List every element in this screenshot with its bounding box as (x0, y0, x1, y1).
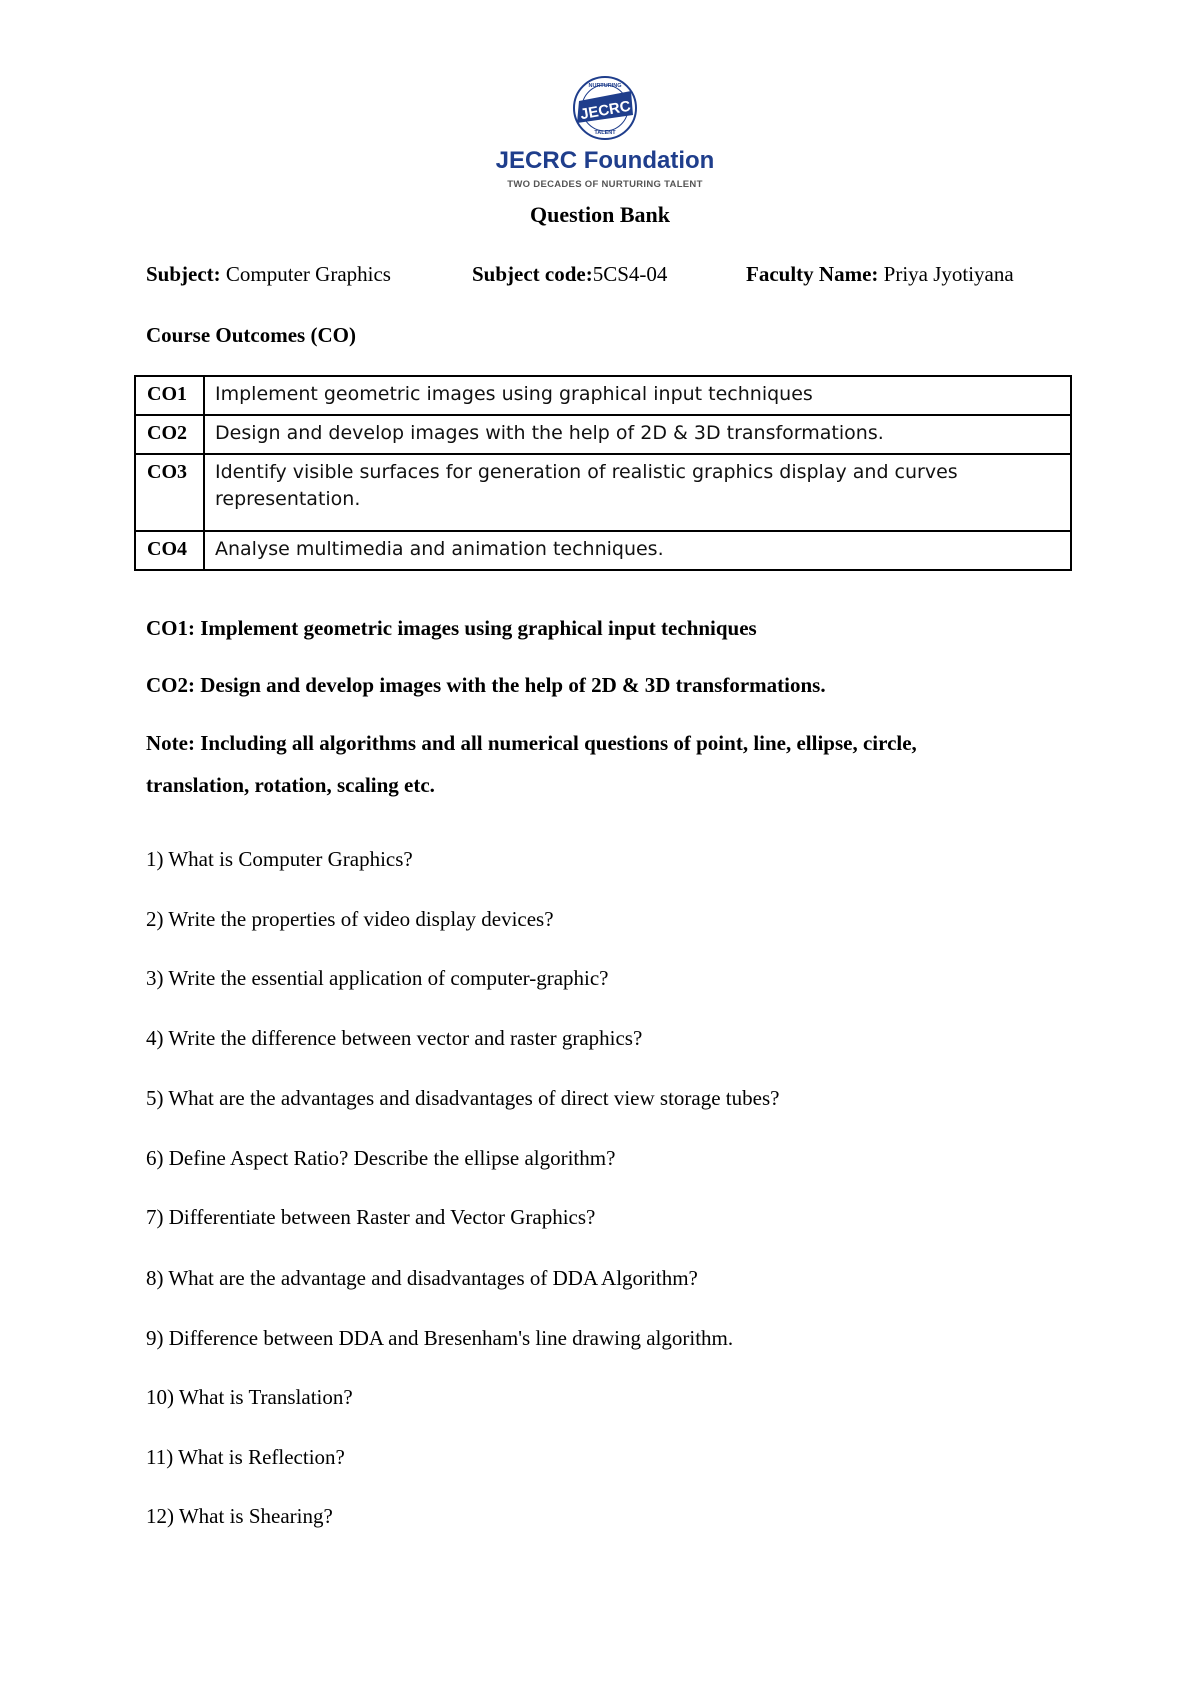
co2-heading: CO2: Design and develop images with the help of 2D & 3D transformations. (146, 673, 826, 697)
course-outcomes-heading: Course Outcomes (CO) (146, 323, 356, 347)
question-item: 2) Write the properties of video display devices? (146, 907, 554, 931)
question-item: 7) Differentiate between Raster and Vector Graphics? (146, 1205, 596, 1229)
co-code: CO1 (135, 376, 204, 415)
co-description: Identify visible surfaces for generation of realistic graphics display and curves representation. (204, 454, 1071, 531)
co-code: CO4 (135, 531, 204, 570)
jecrc-badge-icon (495, 75, 715, 147)
question-item: 12) What is Shearing? (146, 1504, 333, 1528)
faculty-field (746, 262, 1014, 287)
course-outcomes-table (134, 375, 1072, 571)
subject-value: Computer Graphics (220, 262, 391, 286)
co1-heading: CO1: Implement geometric images using graphical input techniques (146, 616, 757, 640)
co-code: CO2 (135, 415, 204, 454)
jecrc-logo (495, 75, 715, 200)
co-code: CO3 (135, 454, 204, 531)
note-line-1: Note: Including all algorithms and all numerical questions of point, line, ellipse, circle, (146, 731, 917, 755)
subject-code-label: Subject code: (472, 262, 593, 286)
question-item: 4) Write the difference between vector and raster graphics? (146, 1026, 643, 1050)
badge-arc-top: NURTURING (588, 83, 622, 89)
subject-code-field (472, 262, 667, 287)
logo-title: JECRC Foundation (495, 147, 715, 174)
question-item: 8) What are the advantage and disadvantages of DDA Algorithm? (146, 1266, 698, 1290)
co-description: Implement geometric images using graphical input techniques (204, 376, 1071, 415)
logo-tagline: TWO DECADES OF NURTURING TALENT (507, 179, 703, 190)
co-description: Analyse multimedia and animation techniques. (204, 531, 1071, 570)
question-item: 5) What are the advantages and disadvantages of direct view storage tubes? (146, 1086, 780, 1110)
table-row (135, 454, 1071, 531)
faculty-label: Faculty Name: (746, 262, 879, 286)
subject-label: Subject: (146, 262, 221, 286)
subject-field (146, 262, 391, 287)
question-item: 3) Write the essential application of computer-graphic? (146, 966, 609, 990)
badge-arc-bottom: TALENT (594, 130, 616, 136)
table-row (135, 531, 1071, 570)
question-item: 10) What is Translation? (146, 1385, 353, 1409)
badge-text: JECRC (578, 97, 632, 124)
question-item: 1) What is Computer Graphics? (146, 847, 413, 871)
co-description: Design and develop images with the help of 2D & 3D transformations. (204, 415, 1071, 454)
question-item: 11) What is Reflection? (146, 1445, 345, 1469)
faculty-value: Priya Jyotiyana (878, 262, 1014, 286)
document-title: Question Bank (530, 202, 670, 227)
table-row (135, 415, 1071, 454)
question-item: 6) Define Aspect Ratio? Describe the ellipse algorithm? (146, 1146, 616, 1170)
question-item: 9) Difference between DDA and Bresenham's line drawing algorithm. (146, 1326, 734, 1350)
table-row (135, 376, 1071, 415)
note-line-2: translation, rotation, scaling etc. (146, 773, 435, 797)
subject-code-value: 5CS4-04 (592, 262, 668, 286)
